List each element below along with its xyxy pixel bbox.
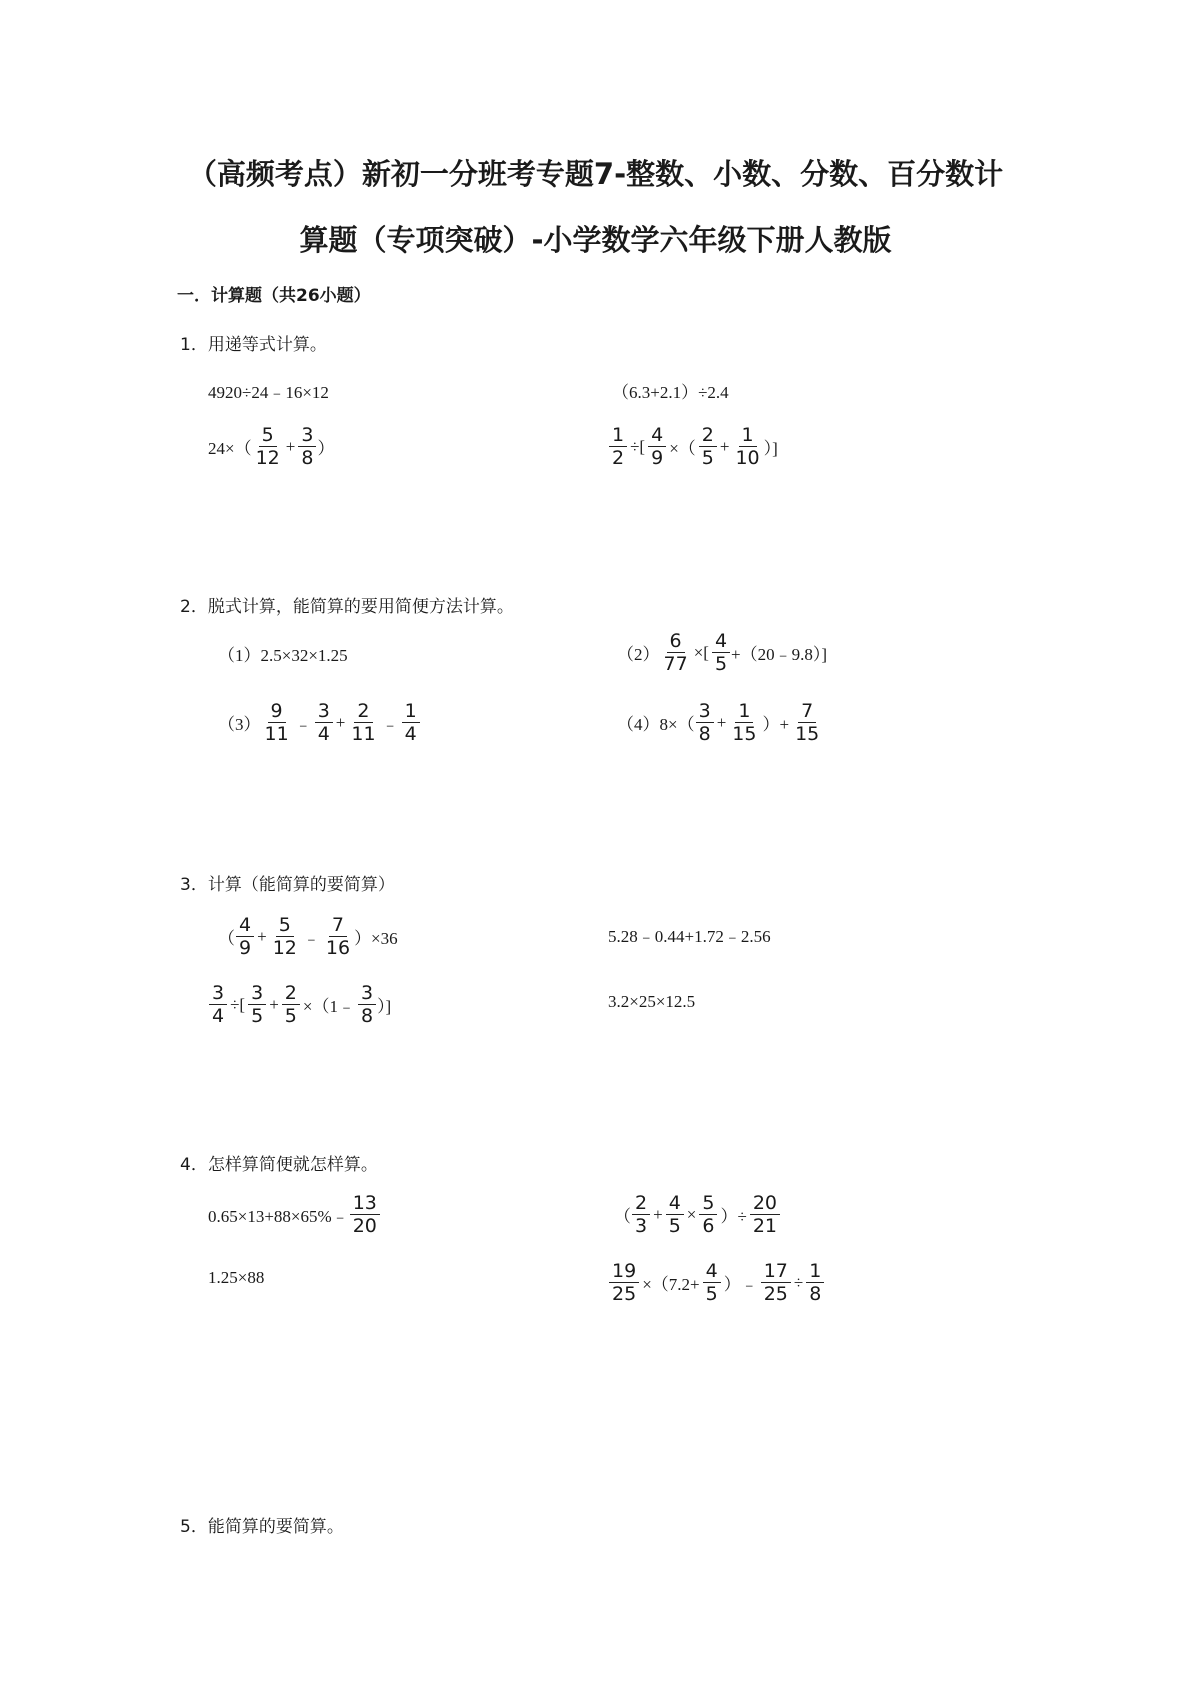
expr-text: 0.65×13+88×65%﹣ xyxy=(208,1207,349,1226)
denominator: 25 xyxy=(612,1283,637,1305)
denominator: 8 xyxy=(301,447,314,469)
operator: ）+ xyxy=(762,715,790,734)
denominator: 2 xyxy=(612,447,625,469)
question-5-prompt: 5．能简算的要简算。 xyxy=(180,1517,344,1537)
denominator: 4 xyxy=(317,723,330,745)
question-2-prompt: 2．脱式计算，能简算的要用简便方法计算。 xyxy=(180,597,514,617)
fraction xyxy=(648,424,666,469)
denominator: 16 xyxy=(325,937,351,959)
operator: ÷[ xyxy=(230,994,246,1014)
fraction xyxy=(712,630,730,675)
fraction xyxy=(209,982,227,1027)
expr-text: （ xyxy=(614,1207,631,1226)
expr-text: （4）8×（ xyxy=(617,715,695,734)
fraction xyxy=(699,424,717,469)
expr-text: 24×（ xyxy=(208,439,252,458)
fraction xyxy=(696,700,714,745)
operator: ﹣ xyxy=(294,715,312,734)
denominator: 12 xyxy=(272,937,297,959)
numerator: 3 xyxy=(358,982,376,1005)
numerator: 1 xyxy=(402,700,420,723)
document-title-line-2: 算题（专项突破）-小学数学六年级下册人教版 xyxy=(299,223,892,257)
numerator: 1 xyxy=(609,424,627,447)
denominator: 8 xyxy=(698,723,711,745)
operator: + xyxy=(269,994,279,1014)
expr-text: （2） xyxy=(617,645,660,664)
q1-expr-4 xyxy=(608,424,778,469)
fraction xyxy=(358,982,376,1027)
fraction xyxy=(729,700,759,745)
q1-expr-2 xyxy=(612,378,729,403)
expr-text: ）] xyxy=(763,439,778,458)
fraction xyxy=(262,700,292,745)
operator: + xyxy=(719,436,730,456)
numerator: 2 xyxy=(282,982,300,1005)
denominator: 3 xyxy=(635,1215,648,1237)
expr-text: ） xyxy=(317,439,335,458)
denominator: 15 xyxy=(795,723,820,745)
fraction xyxy=(761,1260,791,1305)
question-1-prompt: 1．用递等式计算。 xyxy=(180,335,327,355)
q4-expr-1 xyxy=(208,1192,381,1237)
q3-expr-1 xyxy=(218,914,398,959)
numerator: 5 xyxy=(259,424,277,447)
numerator: 2 xyxy=(632,1192,650,1215)
fraction xyxy=(282,982,300,1027)
numerator: 9 xyxy=(268,700,286,723)
operator: ×（1﹣ xyxy=(302,997,355,1016)
question-4-prompt: 4．怎样算简便就怎样算。 xyxy=(180,1155,378,1175)
expr-text: ）×36 xyxy=(354,929,398,948)
numerator: 3 xyxy=(696,700,714,723)
fraction xyxy=(236,914,254,959)
operator: ﹣ xyxy=(302,929,320,948)
numerator: 4 xyxy=(648,424,666,447)
expr-text: （6.3+2.1）÷2.4 xyxy=(612,383,729,402)
operator: + xyxy=(716,712,727,732)
operator: ﹣ xyxy=(381,715,399,734)
q2-expr-4 xyxy=(617,700,823,745)
fraction xyxy=(609,1260,639,1305)
denominator: 10 xyxy=(735,447,760,469)
operator: ）÷ xyxy=(720,1207,747,1226)
q4-expr-4 xyxy=(608,1260,825,1305)
question-3-prompt: 3．计算（能简算的要简算） xyxy=(180,875,395,895)
denominator: 8 xyxy=(809,1283,822,1305)
operator: ÷ xyxy=(793,1272,804,1292)
operator: ÷[ xyxy=(630,436,646,456)
numerator: 19 xyxy=(609,1260,639,1283)
expr-text: 5.28﹣0.44+1.72﹣2.56 xyxy=(608,927,771,946)
denominator: 4 xyxy=(212,1005,225,1027)
fraction xyxy=(248,982,266,1027)
q2-expr-1 xyxy=(218,641,348,666)
denominator: 5 xyxy=(705,1283,718,1305)
numerator: 3 xyxy=(298,424,316,447)
operator: + xyxy=(285,436,296,456)
numerator: 1 xyxy=(735,700,753,723)
numerator: 6 xyxy=(667,630,685,653)
denominator: 9 xyxy=(651,447,664,469)
fraction xyxy=(348,700,378,745)
expr-text: （ xyxy=(218,929,235,948)
denominator: 8 xyxy=(360,1005,374,1027)
denominator: 5 xyxy=(284,1005,297,1027)
numerator: 4 xyxy=(703,1260,721,1283)
numerator: 1 xyxy=(739,424,757,447)
operator: + xyxy=(653,1204,663,1224)
denominator: 9 xyxy=(239,937,252,959)
denominator: 12 xyxy=(255,447,280,469)
denominator: 5 xyxy=(701,447,714,469)
operator: × xyxy=(686,1204,697,1224)
fraction xyxy=(270,914,300,959)
q3-expr-4 xyxy=(608,992,695,1012)
expr-text: 3.2×25×12.5 xyxy=(608,992,696,1011)
denominator: 25 xyxy=(763,1283,788,1305)
denominator: 11 xyxy=(264,723,289,745)
numerator: 3 xyxy=(315,700,333,723)
numerator: 7 xyxy=(798,700,816,723)
numerator: 3 xyxy=(248,982,266,1005)
denominator: 5 xyxy=(714,653,728,675)
denominator: 77 xyxy=(663,653,688,675)
expr-text: （3） xyxy=(218,715,261,734)
fraction xyxy=(609,424,627,469)
numerator: 5 xyxy=(276,914,294,937)
fraction xyxy=(350,1192,380,1237)
expr-text: +（20﹣9.8）] xyxy=(731,645,828,664)
denominator: 5 xyxy=(251,1005,264,1027)
operator: ×（ xyxy=(669,439,696,458)
fraction xyxy=(253,424,283,469)
fraction xyxy=(732,424,762,469)
numerator: 4 xyxy=(712,630,730,653)
fraction xyxy=(402,700,420,745)
q2-expr-3 xyxy=(218,700,421,745)
operator: + xyxy=(257,926,267,946)
expr-text: 4920÷24﹣16×12 xyxy=(208,383,329,402)
section-heading: 一．计算题（共26小题） xyxy=(177,286,371,306)
numerator: 20 xyxy=(750,1192,780,1215)
denominator: 20 xyxy=(352,1215,377,1237)
fraction xyxy=(806,1260,824,1305)
q2-expr-2 xyxy=(617,630,827,675)
fraction xyxy=(666,1192,684,1237)
operator: + xyxy=(335,712,346,732)
fraction xyxy=(323,914,353,959)
numerator: 2 xyxy=(354,700,372,723)
numerator: 3 xyxy=(209,982,227,1005)
fraction xyxy=(632,1192,650,1237)
expr-text: （1）2.5×32×1.25 xyxy=(218,646,348,665)
q1-expr-1 xyxy=(208,378,329,403)
numerator: 7 xyxy=(329,914,347,937)
numerator: 17 xyxy=(761,1260,791,1283)
operator: ×（7.2+ xyxy=(642,1275,700,1294)
operator: ）﹣ xyxy=(723,1275,758,1294)
expr-text: ）] xyxy=(377,997,392,1016)
numerator: 4 xyxy=(666,1192,684,1215)
numerator: 1 xyxy=(806,1260,824,1283)
expr-text: 1.25×88 xyxy=(208,1268,265,1287)
denominator: 11 xyxy=(351,723,376,745)
fraction xyxy=(750,1192,780,1237)
denominator: 4 xyxy=(404,723,417,745)
fraction xyxy=(792,700,822,745)
numerator: 4 xyxy=(236,914,254,937)
denominator: 21 xyxy=(752,1215,777,1237)
denominator: 15 xyxy=(732,723,757,745)
fraction xyxy=(298,424,316,469)
fraction xyxy=(661,630,691,675)
numerator: 2 xyxy=(699,424,717,447)
q3-expr-3 xyxy=(208,982,391,1027)
document-title-line-1: （高频考点）新初一分班考专题7-整数、小数、分数、百分数计 xyxy=(187,157,1004,191)
denominator: 6 xyxy=(702,1215,715,1237)
fraction xyxy=(315,700,333,745)
numerator: 13 xyxy=(350,1192,380,1215)
numerator: 5 xyxy=(699,1192,717,1215)
fraction xyxy=(703,1260,721,1305)
fraction xyxy=(699,1192,717,1237)
denominator: 5 xyxy=(668,1215,681,1237)
q4-expr-2 xyxy=(614,1192,781,1237)
q1-expr-3 xyxy=(208,424,334,469)
q3-expr-2 xyxy=(608,922,771,947)
q4-expr-3 xyxy=(208,1268,264,1288)
operator: ×[ xyxy=(693,642,709,662)
